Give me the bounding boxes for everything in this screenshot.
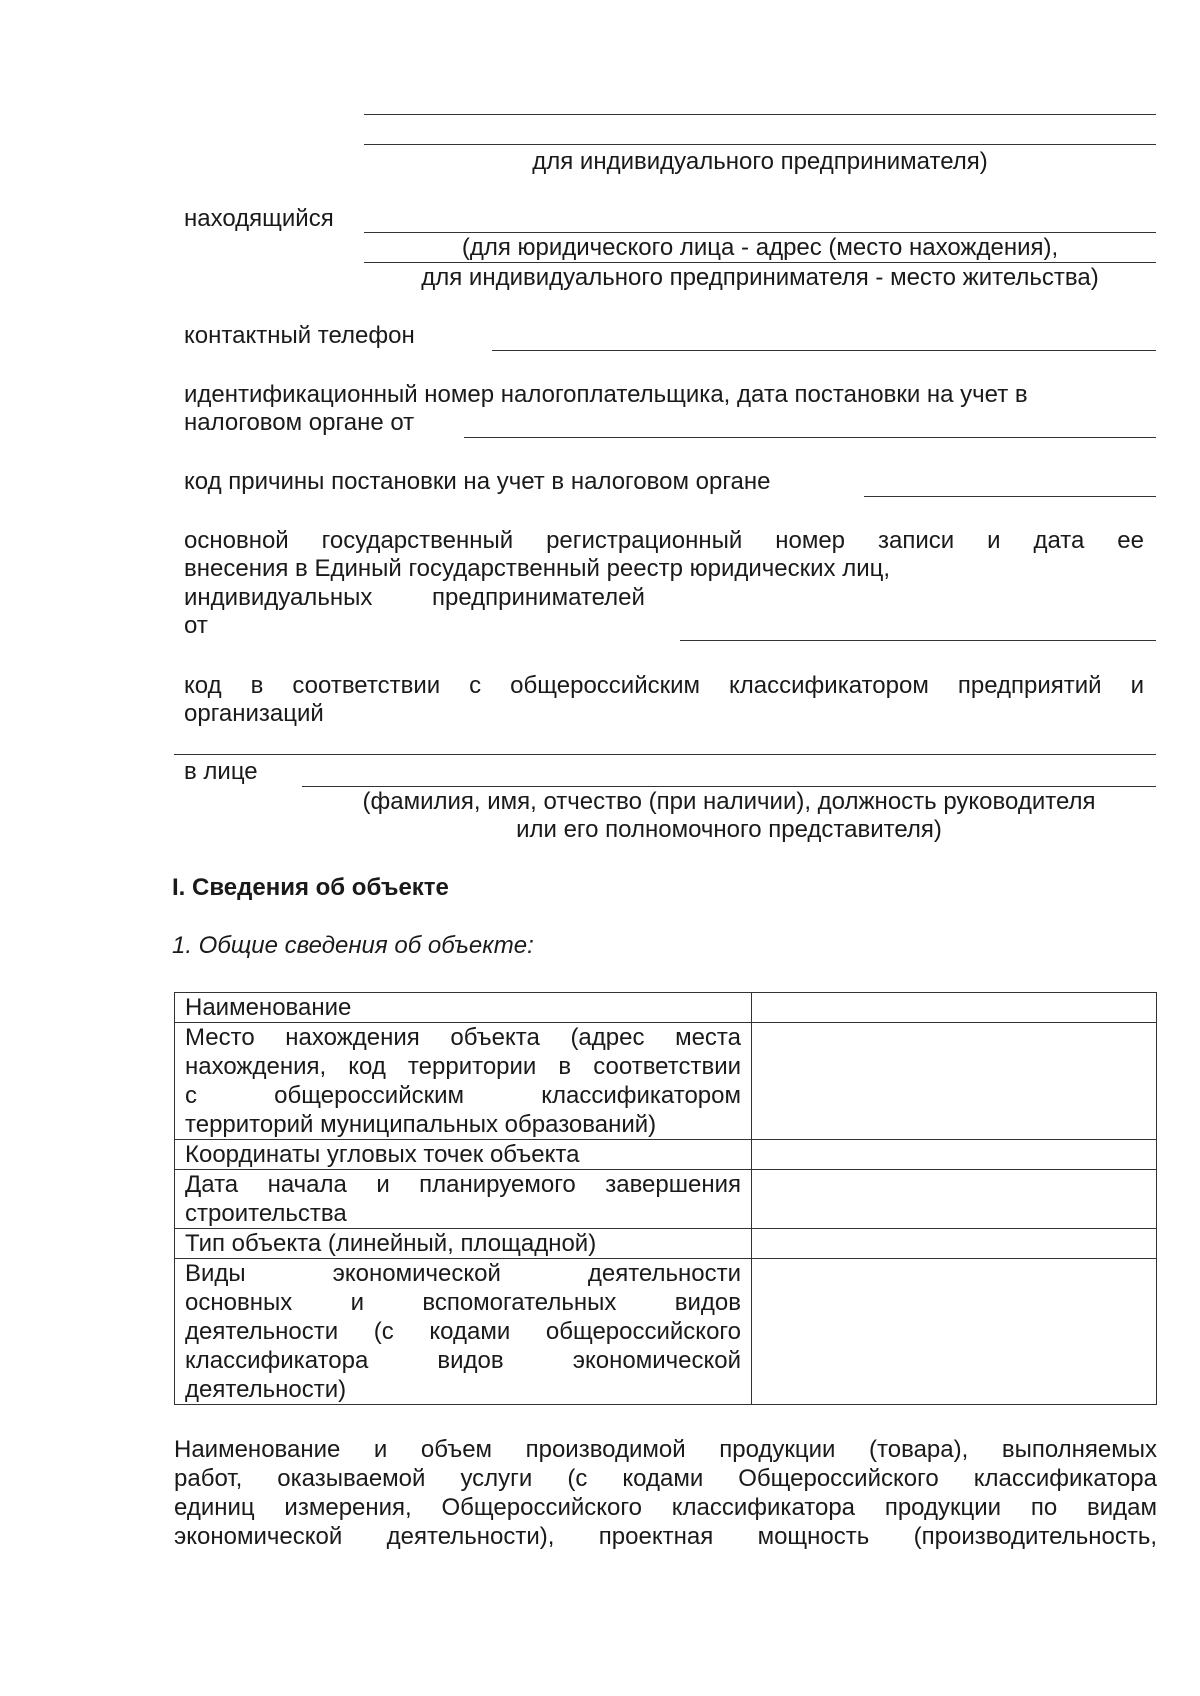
row-label-dates-line-1: Дата начала и планируемого завершения <box>185 1171 741 1198</box>
applicant-name-line-2[interactable] <box>364 144 1156 145</box>
table-row <box>175 1023 1157 1140</box>
okpo-text-line-2: организаций <box>184 700 324 727</box>
row-label-type: Тип объекта (линейный, площадной) <box>185 1230 597 1257</box>
section-subtitle: 1. Общие сведения об объекте: <box>172 932 534 959</box>
ogrn-line[interactable] <box>680 640 1156 641</box>
table-value-cell-dates[interactable] <box>752 1170 1157 1229</box>
location-line-2[interactable] <box>364 262 1156 263</box>
row-label-location-line-3: с общероссийским классификатором <box>185 1082 741 1109</box>
ogrn-text-line-3a: индивидуальных <box>184 584 373 611</box>
row-label-location-line-1: Место нахождения объекта (адрес места <box>185 1024 741 1051</box>
ogrn-text-line-2: внесения в Единый государственный реестр юридических лиц, <box>184 555 891 582</box>
representative-note-line-2: или его полномочного представителя) <box>516 816 942 843</box>
kpp-line[interactable] <box>864 496 1156 497</box>
phone-label: контактный телефон <box>184 322 415 349</box>
inn-text-line-1: идентификационный номер налогоплательщика, дата постановки на учет в <box>184 381 1028 408</box>
location-note-line-2: для индивидуального предпринимателя - место жительства) <box>421 264 1099 291</box>
closing-paragraph <box>174 1435 1157 1551</box>
row-label-name: Наименование <box>185 994 352 1021</box>
location-label: находящийся <box>184 205 334 232</box>
row-label-dates-line-2: строительства <box>185 1200 347 1227</box>
inn-line[interactable] <box>464 437 1156 438</box>
table-value-cell-type[interactable] <box>752 1229 1157 1259</box>
row-label-activity-line-4: классификатора видов экономической <box>185 1347 741 1374</box>
row-label-location-line-4: территорий муниципальных образований) <box>185 1111 657 1138</box>
table-label-cell <box>175 1170 752 1229</box>
table-label-cell <box>175 1259 752 1405</box>
table-label-cell <box>175 1140 752 1170</box>
okpo-text-line-1: код в соответствии с общероссийским классификатором предприятий и <box>184 672 1144 699</box>
applicant-name-line-1[interactable] <box>364 114 1156 115</box>
okpo-line[interactable] <box>174 754 1156 755</box>
phone-line[interactable] <box>492 350 1156 351</box>
ip-note: для индивидуального предпринимателя) <box>532 148 988 175</box>
row-label-activity-line-3: деятельности (с кодами общероссийского <box>185 1318 741 1345</box>
row-label-location-line-2: нахождения, код территории в соответствии <box>185 1053 741 1080</box>
ogrn-text-line-4: от <box>184 612 208 639</box>
table-row <box>175 1259 1157 1405</box>
row-label-activity-line-1: Виды экономической деятельности <box>185 1260 741 1287</box>
kpp-label: код причины постановки на учет в налоговом органе <box>184 468 771 495</box>
row-label-activity-line-2: основных и вспомогательных видов <box>185 1289 741 1316</box>
table-row <box>175 1140 1157 1170</box>
table-value-cell-coordinates[interactable] <box>752 1140 1157 1170</box>
row-label-coordinates: Координаты угловых точек объекта <box>185 1141 580 1168</box>
representative-note-line-1: (фамилия, имя, отчество (при наличии), должность руководителя <box>362 788 1096 815</box>
representative-label: в лице <box>184 758 258 785</box>
ogrn-text-line-1: основной государственный регистрационный номер записи и дата ее <box>184 527 1144 554</box>
inn-text-line-2: налоговом органе от <box>184 409 415 436</box>
closing-paragraph-line-1: Наименование и объем производимой продукции (товара), выполняемых <box>174 1436 1157 1463</box>
closing-paragraph-line-4: экономической деятельности), проектная мощность (производительность, <box>174 1523 1157 1550</box>
location-line-1[interactable] <box>364 232 1156 233</box>
object-info-table <box>174 992 1157 1405</box>
row-label-activity-line-5: деятельности) <box>185 1376 347 1403</box>
table-label-cell <box>175 1229 752 1259</box>
closing-paragraph-line-3: единиц измерения, Общероссийского классификатора продукции по видам <box>174 1494 1157 1521</box>
table-label-cell <box>175 993 752 1023</box>
table-value-cell-activity[interactable] <box>752 1259 1157 1405</box>
closing-paragraph-line-2: работ, оказываемой услуги (с кодами Общероссийского классификатора <box>174 1465 1157 1492</box>
table-row <box>175 1229 1157 1259</box>
table-value-cell-name[interactable] <box>752 993 1157 1023</box>
ogrn-text-line-3b: предпринимателей <box>432 584 645 611</box>
table-label-cell <box>175 1023 752 1140</box>
representative-line[interactable] <box>302 786 1156 787</box>
table-row <box>175 1170 1157 1229</box>
location-note-line-1: (для юридического лица - адрес (место нахождения), <box>461 234 1059 261</box>
table-row <box>175 993 1157 1023</box>
section-title: I. Сведения об объекте <box>172 874 449 901</box>
table-value-cell-location[interactable] <box>752 1023 1157 1140</box>
